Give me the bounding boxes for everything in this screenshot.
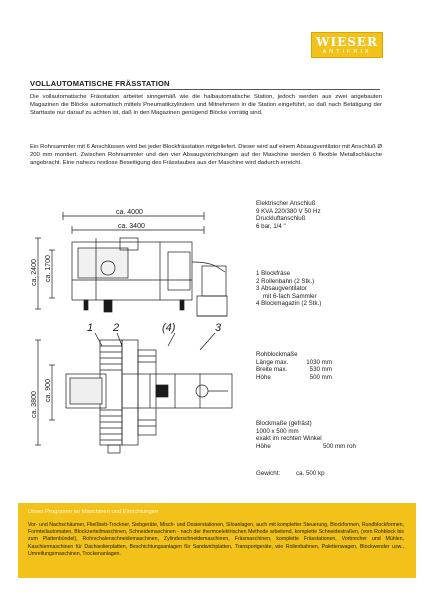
side-view <box>72 238 227 316</box>
parts-legend <box>256 270 321 308</box>
plan-view <box>66 340 232 453</box>
dim-height-total: ca. 2400 <box>31 259 38 286</box>
legend-item-3-sub: mit 6-fach Sammler <box>263 292 317 300</box>
raw-block-value: 530 mm <box>309 366 332 374</box>
extraction-paragraph: Ein Rohrsammler mit 6 Anschlüssen wird bei jeder Blockfrässtation mitgeliefert. Dieser wird auf einem Absaugventilator mit Anschluß Ø 200 mm montiert. Zwischen Rohrsammler und den vier Absaugvorrichtungen auf der Maschine werden 6 flexible Metallschläuche angebracht. Eine nahezu restlose Beseitigung des Frässtaubes aus der Maschine wird dadurch erreicht. <box>30 144 382 167</box>
left-dimensions-lower <box>31 340 55 445</box>
raw-block-value: 1030 mm <box>306 358 332 366</box>
dim-plan-length: ca. 3800 <box>31 391 38 418</box>
raw-block-label: Länge max. <box>256 358 289 366</box>
electrical-value: 9 KVA 220/380 V 50 Hz <box>256 207 321 215</box>
dim-plan-width: ca. 900 <box>45 379 52 402</box>
raw-block-dimensions <box>256 351 332 382</box>
milled-block-angle: exakt im rechten Winkel <box>256 435 322 443</box>
page-title: VOLLAUTOMATISCHE FRÄSSTATION <box>30 79 170 88</box>
footer-text: Vor- und Nachschäumer, Fließbett-Trockner, Siebgeräte, Misch- und Dosierstationen, Siloanlagen, auch mit kompletter Steuerung, Blockformen, Rundblockformen, Formteilautomaten, Blockzerteilmaschinen, Schneidemaschinen - nach der thermoelektrischen Methode arbeitend, komplette Schneidestraßen, (vom Rohblock bis zum Plattenbündel), Rohrschalenschneidemaschinen, Zylinderschneidemaschinen, Fräsmaschinen, komplette Frässtationen, Vorbrecher und Mühlen, Kaschiermaschinen für Dachisolierplatten, Beschichtungsanlagen für Sandwichplatten, Transportgeräte, wie Rollenbahnen, Palettenwagen, Blockwender usw., Umreifungsmaschinen, Trockenanlagen. <box>28 522 404 557</box>
legend-item-4: 4 Blockmagazin (2 Stk.) <box>256 300 322 308</box>
raw-block-row <box>256 359 332 367</box>
intro-paragraph: Die vollautomatische Frässtation arbeitet sinngemäß wie die halbautomatische Station, jedoch werden aus zwei angebauten Magazinen die Blöcke automatisch mittels Pneumatikzylindern und Mitnehmern in die Station eingeführt, so daß nach Betätigung der Starttaste nur darauf zu achten ist, daß in den Magazinen genügend Blöcke vorrätig sind. <box>30 94 382 117</box>
part-number-1: 1 <box>87 322 94 334</box>
left-dimensions-upper <box>31 238 55 309</box>
logo-name: WIESER <box>315 35 379 49</box>
raw-block-value: 500 mm <box>309 374 332 382</box>
weight-row <box>256 470 325 478</box>
electrical-specs <box>256 200 321 231</box>
legend-item-3: 3 Absaugventilator <box>256 285 307 293</box>
dim-height-inner: ca. 1700 <box>45 255 52 282</box>
milled-block-dimensions <box>256 420 356 451</box>
weight-label: Gewicht: <box>256 470 281 477</box>
raw-block-row <box>256 374 332 382</box>
air-heading: Druckluftanschluß <box>256 215 306 223</box>
part-number-3: 3 <box>215 322 222 334</box>
weight-value: ca. 500 kp <box>296 470 325 477</box>
legend-item-1: 1 Blockfräse <box>256 270 291 277</box>
milled-block-size: 1000 x 500 mm <box>256 427 299 435</box>
raw-block-label: Breite max. <box>256 366 288 374</box>
logo-subtitle: ANTIFRIX <box>322 49 372 55</box>
milled-block-height-value: 500 mm roh <box>322 443 356 451</box>
part-number-4: (4) <box>162 322 176 334</box>
dim-length-total: ca. 4000 <box>116 209 143 216</box>
part-number-2: 2 <box>113 322 120 334</box>
top-dimensions <box>63 209 204 234</box>
milled-block-height-row <box>256 443 356 451</box>
raw-block-heading: Rohblockmaße <box>256 351 298 358</box>
product-program-footer <box>18 503 416 578</box>
footer-title: Unser Programm an Maschinen und Einrichtungen <box>28 509 159 515</box>
milled-block-height-label: Höhe <box>256 443 271 451</box>
electrical-heading: Elektrischer Anschluß <box>256 200 316 207</box>
dim-length-inner: ca. 3400 <box>118 223 145 230</box>
milled-block-heading: Blockmaße (gefräst) <box>256 420 312 427</box>
raw-block-label: Höhe <box>256 374 271 382</box>
raw-block-row <box>256 366 332 374</box>
legend-item-2: 2 Rollenbahn (2 Stk.) <box>256 277 315 285</box>
air-value: 6 bar, 1/4 " <box>256 223 286 231</box>
